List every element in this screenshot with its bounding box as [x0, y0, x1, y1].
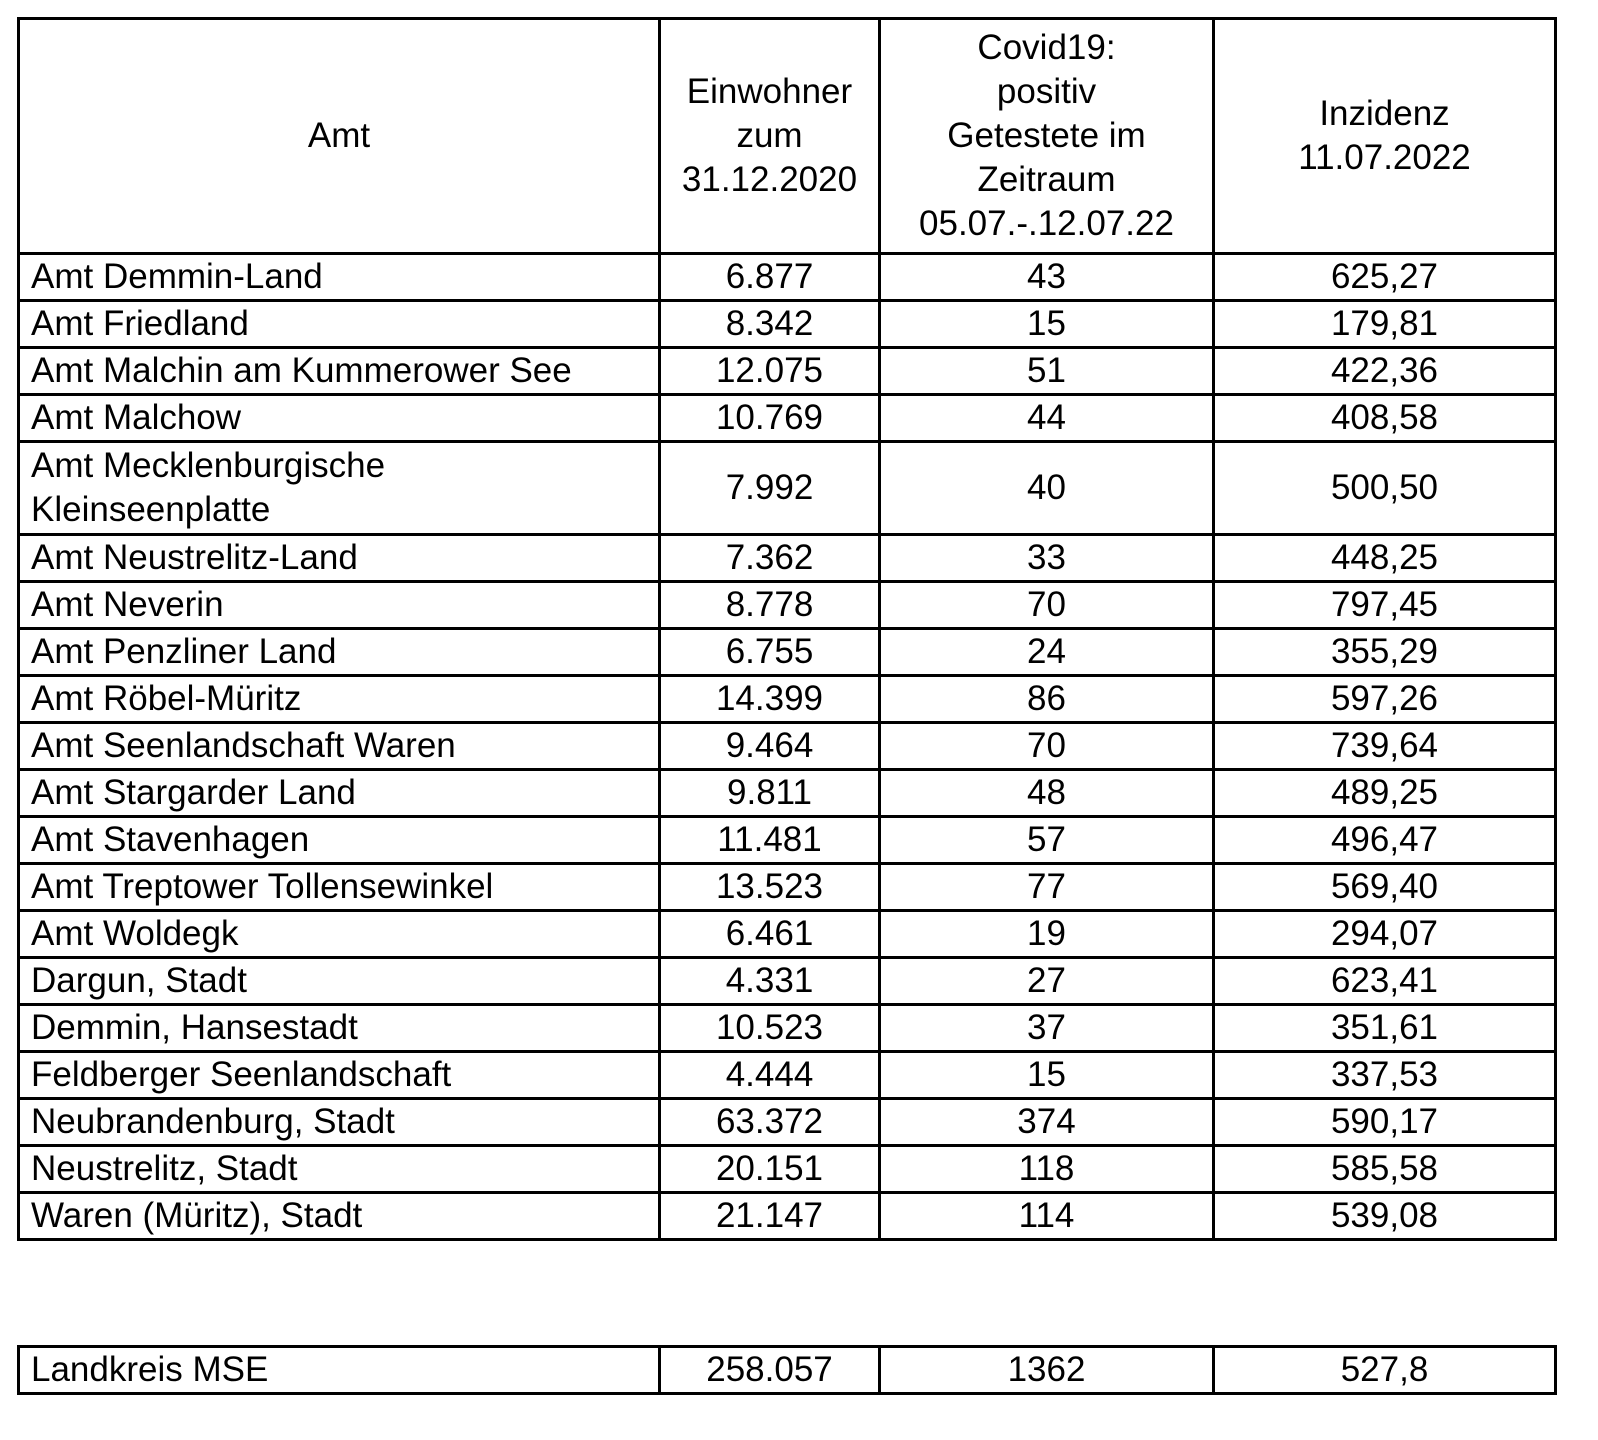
cell-inzidenz: 625,27: [1214, 254, 1556, 301]
summary-positiv: 1362: [880, 1347, 1214, 1394]
cell-positiv: 37: [880, 1005, 1214, 1052]
table-header: [19, 19, 1556, 254]
table-row: [19, 723, 1556, 770]
cell-inzidenz: 585,58: [1214, 1146, 1556, 1193]
header-inzidenz: Inzidenz 11.07.2022: [1214, 19, 1556, 254]
cell-inzidenz: 408,58: [1214, 395, 1556, 442]
summary-inzidenz: 527,8: [1214, 1347, 1556, 1394]
cell-positiv: 48: [880, 770, 1214, 817]
cell-positiv: 33: [880, 535, 1214, 582]
cell-amt: Amt Neverin: [19, 582, 660, 629]
cell-einwohner: 6.877: [660, 254, 880, 301]
cell-einwohner: 6.755: [660, 629, 880, 676]
header-einwohner: Einwohner zum 31.12.2020: [660, 19, 880, 254]
table-row: [19, 301, 1556, 348]
incidence-table: [17, 17, 1557, 1241]
cell-einwohner: 7.362: [660, 535, 880, 582]
summary-amt: Landkreis MSE: [19, 1347, 660, 1394]
cell-einwohner: 21.147: [660, 1193, 880, 1240]
cell-einwohner: 20.151: [660, 1146, 880, 1193]
cell-inzidenz: 500,50: [1214, 442, 1556, 535]
cell-amt: Amt Seenlandschaft Waren: [19, 723, 660, 770]
table-row: [19, 817, 1556, 864]
cell-positiv: 70: [880, 582, 1214, 629]
table-row: [19, 348, 1556, 395]
cell-inzidenz: 569,40: [1214, 864, 1556, 911]
cell-amt: Neustrelitz, Stadt: [19, 1146, 660, 1193]
cell-amt: Amt Röbel-Müritz: [19, 676, 660, 723]
cell-inzidenz: 739,64: [1214, 723, 1556, 770]
table-row: [19, 254, 1556, 301]
table-row: [19, 1146, 1556, 1193]
cell-einwohner: 4.444: [660, 1052, 880, 1099]
cell-amt: Demmin, Hansestadt: [19, 1005, 660, 1052]
table-row: [19, 629, 1556, 676]
cell-einwohner: 7.992: [660, 442, 880, 535]
table-body: [19, 254, 1556, 1240]
cell-inzidenz: 355,29: [1214, 629, 1556, 676]
table-row: [19, 864, 1556, 911]
cell-amt: Amt Demmin-Land: [19, 254, 660, 301]
cell-einwohner: 9.811: [660, 770, 880, 817]
cell-einwohner: 10.523: [660, 1005, 880, 1052]
cell-einwohner: 8.342: [660, 301, 880, 348]
table-row: [19, 1193, 1556, 1240]
cell-inzidenz: 489,25: [1214, 770, 1556, 817]
table-row: [19, 958, 1556, 1005]
cell-positiv: 77: [880, 864, 1214, 911]
table-row: [19, 911, 1556, 958]
cell-inzidenz: 337,53: [1214, 1052, 1556, 1099]
cell-amt: Amt Treptower Tollensewinkel: [19, 864, 660, 911]
cell-inzidenz: 597,26: [1214, 676, 1556, 723]
table-row: [19, 1099, 1556, 1146]
summary-table: [17, 1345, 1557, 1395]
cell-einwohner: 11.481: [660, 817, 880, 864]
cell-positiv: 24: [880, 629, 1214, 676]
cell-amt: Waren (Müritz), Stadt: [19, 1193, 660, 1240]
cell-positiv: 86: [880, 676, 1214, 723]
cell-einwohner: 12.075: [660, 348, 880, 395]
cell-einwohner: 4.331: [660, 958, 880, 1005]
table-row: [19, 770, 1556, 817]
table-row: [19, 1005, 1556, 1052]
header-amt: Amt: [19, 19, 660, 254]
cell-positiv: 374: [880, 1099, 1214, 1146]
cell-einwohner: 6.461: [660, 911, 880, 958]
cell-positiv: 114: [880, 1193, 1214, 1240]
cell-inzidenz: 448,25: [1214, 535, 1556, 582]
summary-row: [19, 1347, 1556, 1394]
cell-inzidenz: 797,45: [1214, 582, 1556, 629]
cell-amt: Amt Stavenhagen: [19, 817, 660, 864]
cell-positiv: 51: [880, 348, 1214, 395]
cell-einwohner: 10.769: [660, 395, 880, 442]
cell-amt: Amt Woldegk: [19, 911, 660, 958]
table-row: [19, 395, 1556, 442]
cell-inzidenz: 539,08: [1214, 1193, 1556, 1240]
table-row: [19, 535, 1556, 582]
cell-amt: Amt Malchow: [19, 395, 660, 442]
cell-positiv: 27: [880, 958, 1214, 1005]
cell-einwohner: 63.372: [660, 1099, 880, 1146]
cell-amt: Neubrandenburg, Stadt: [19, 1099, 660, 1146]
cell-positiv: 118: [880, 1146, 1214, 1193]
cell-inzidenz: 590,17: [1214, 1099, 1556, 1146]
cell-amt: Amt Friedland: [19, 301, 660, 348]
cell-positiv: 40: [880, 442, 1214, 535]
cell-einwohner: 13.523: [660, 864, 880, 911]
cell-inzidenz: 422,36: [1214, 348, 1556, 395]
cell-amt: Dargun, Stadt: [19, 958, 660, 1005]
header-positiv-getestete: Covid19: positiv Getestete im Zeitraum 05.07.-.12.07.22: [880, 19, 1214, 254]
cell-inzidenz: 294,07: [1214, 911, 1556, 958]
table-row: [19, 676, 1556, 723]
cell-positiv: 19: [880, 911, 1214, 958]
cell-amt: Amt Mecklenburgische Kleinseenplatte: [19, 442, 660, 535]
cell-positiv: 15: [880, 1052, 1214, 1099]
table-row: [19, 442, 1556, 535]
cell-einwohner: 9.464: [660, 723, 880, 770]
cell-positiv: 70: [880, 723, 1214, 770]
cell-amt: Amt Stargarder Land: [19, 770, 660, 817]
cell-positiv: 43: [880, 254, 1214, 301]
cell-inzidenz: 351,61: [1214, 1005, 1556, 1052]
cell-amt: Amt Malchin am Kummerower See: [19, 348, 660, 395]
cell-inzidenz: 623,41: [1214, 958, 1556, 1005]
cell-inzidenz: 496,47: [1214, 817, 1556, 864]
cell-amt: Amt Penzliner Land: [19, 629, 660, 676]
cell-positiv: 15: [880, 301, 1214, 348]
header-row: [19, 19, 1556, 254]
cell-positiv: 44: [880, 395, 1214, 442]
cell-inzidenz: 179,81: [1214, 301, 1556, 348]
table-row: [19, 1052, 1556, 1099]
table-row: [19, 582, 1556, 629]
summary-einwohner: 258.057: [660, 1347, 880, 1394]
cell-einwohner: 8.778: [660, 582, 880, 629]
cell-einwohner: 14.399: [660, 676, 880, 723]
cell-amt: Feldberger Seenlandschaft: [19, 1052, 660, 1099]
cell-positiv: 57: [880, 817, 1214, 864]
cell-amt: Amt Neustrelitz-Land: [19, 535, 660, 582]
